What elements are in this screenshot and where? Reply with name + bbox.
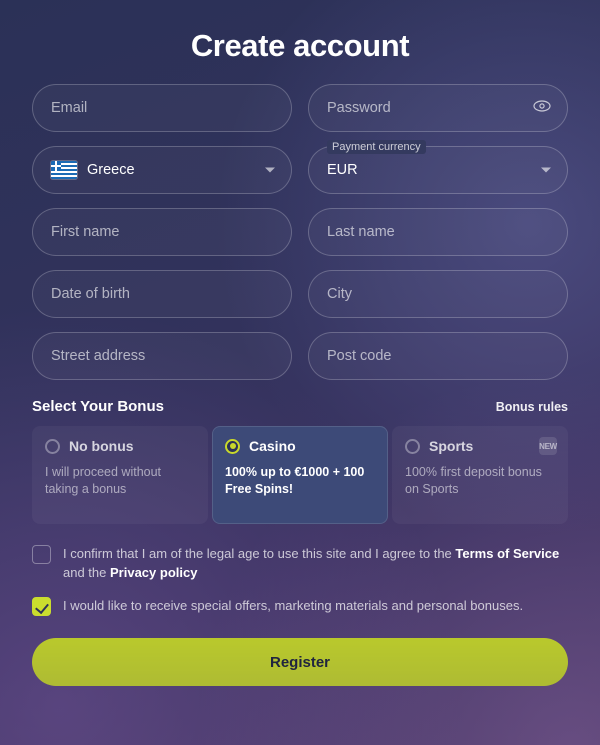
bonus-section-title: Select Your Bonus [32, 398, 164, 415]
first-name-placeholder: First name [51, 224, 120, 240]
bonus-option-description: I will proceed without taking a bonus [45, 465, 162, 496]
bonus-option-no-bonus[interactable] [32, 426, 208, 524]
row-locale [32, 141, 568, 194]
email-field[interactable] [32, 84, 292, 132]
row-dob-city [32, 270, 568, 318]
bonus-option-sports[interactable] [392, 426, 568, 524]
consent-row-marketing[interactable] [32, 596, 568, 616]
bonus-option-name: Casino [249, 438, 296, 454]
terms-of-service-link[interactable]: Terms of Service [455, 546, 560, 561]
consent-list [32, 544, 568, 616]
eye-icon[interactable] [533, 99, 551, 117]
bonus-rules-link[interactable]: Bonus rules [495, 400, 568, 414]
consent-marketing-text: I would like to receive special offers, marketing materials and personal bonuses. [63, 598, 524, 613]
email-placeholder: Email [51, 100, 88, 116]
page-title: Create account [190, 28, 410, 63]
checkbox-marketing[interactable] [32, 597, 51, 616]
privacy-policy-link[interactable]: Privacy policy [110, 565, 198, 580]
radio-icon[interactable] [225, 439, 240, 454]
greece-flag-icon [51, 161, 77, 179]
consent-text-part-1: I confirm that I am of the legal age to use this site and I agree to the [63, 546, 456, 561]
register-button[interactable]: Register [32, 638, 568, 686]
last-name-field[interactable] [308, 208, 568, 256]
bonus-option-description: 100% first deposit bonus on Sports [405, 465, 542, 496]
bonus-options [32, 426, 568, 524]
post-code-placeholder: Post code [327, 348, 392, 364]
consent-row-terms[interactable] [32, 544, 568, 582]
status-badge: NEW [539, 437, 557, 455]
chevron-down-icon[interactable] [541, 168, 551, 173]
post-code-field[interactable] [308, 332, 568, 380]
country-value: Greece [87, 162, 135, 178]
bonus-option-name: Sports [429, 438, 474, 454]
password-field[interactable] [308, 84, 568, 132]
consent-terms-text [63, 544, 568, 582]
country-select[interactable] [32, 146, 292, 194]
row-credentials [32, 84, 568, 132]
street-address-placeholder: Street address [51, 348, 146, 364]
date-of-birth-placeholder: Date of birth [51, 286, 130, 302]
chevron-down-icon[interactable] [265, 168, 275, 173]
date-of-birth-field[interactable] [32, 270, 292, 318]
bonus-option-name: No bonus [69, 438, 134, 454]
currency-value: EUR [327, 162, 358, 178]
consent-text-part-2: and the [63, 565, 110, 580]
first-name-field[interactable] [32, 208, 292, 256]
row-address [32, 332, 568, 380]
radio-icon[interactable] [405, 439, 420, 454]
bonus-option-casino[interactable] [212, 426, 388, 524]
last-name-placeholder: Last name [327, 224, 395, 240]
bonus-option-description: 100% up to €1000 + 100 Free Spins! [225, 465, 365, 496]
checkbox-terms[interactable] [32, 545, 51, 564]
city-placeholder: City [327, 286, 352, 302]
street-address-field[interactable] [32, 332, 292, 380]
bonus-section-header [32, 398, 568, 415]
currency-select[interactable] [308, 141, 568, 194]
currency-label: Payment currency [327, 140, 426, 154]
password-placeholder: Password [327, 100, 391, 116]
row-name [32, 208, 568, 256]
city-field[interactable] [308, 270, 568, 318]
radio-icon[interactable] [45, 439, 60, 454]
